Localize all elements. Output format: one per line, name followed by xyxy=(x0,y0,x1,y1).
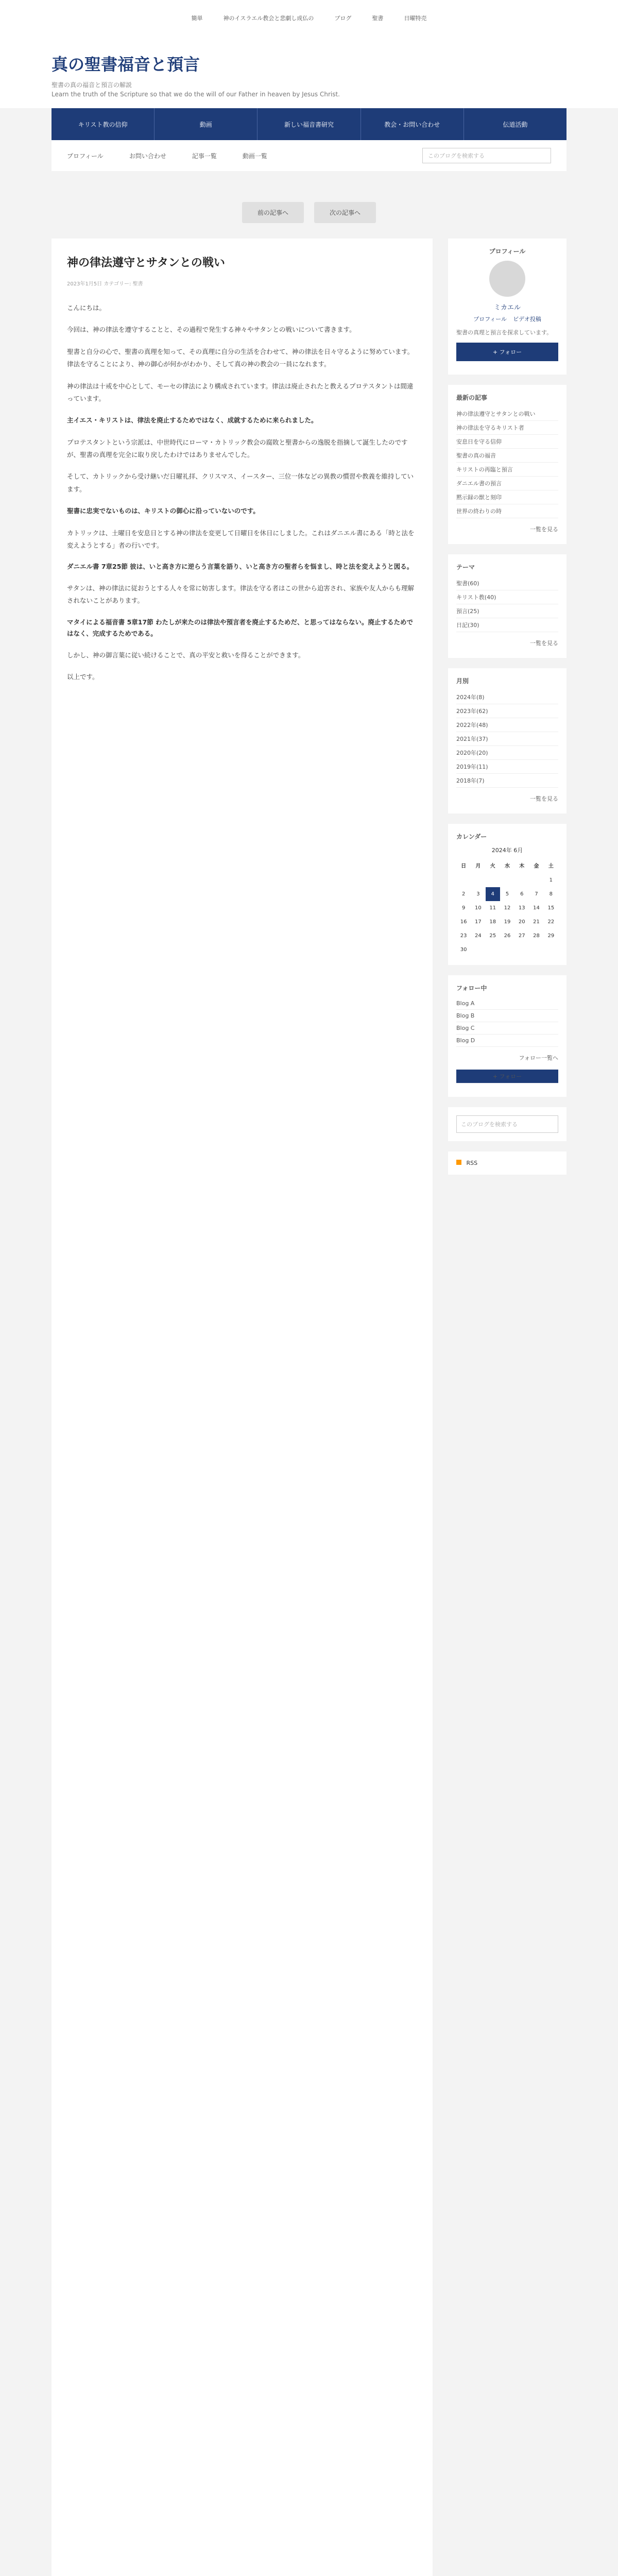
calendar-month: 2024年 6月 xyxy=(491,846,523,854)
calendar-day[interactable]: 16 xyxy=(460,919,467,925)
month-item[interactable]: 2022年(48) xyxy=(456,718,558,732)
calendar-day xyxy=(514,873,529,887)
calendar-day[interactable]: 24 xyxy=(475,933,482,939)
paragraph: 今回は、神の律法を遵守することと、その過程で発生する神々やサタンとの戦いについて書きます。 xyxy=(67,326,356,334)
calendar-day xyxy=(544,943,558,957)
calendar-day[interactable]: 18 xyxy=(489,919,496,925)
top-link[interactable]: 聖書 xyxy=(372,15,384,22)
weekday: 木 xyxy=(519,863,525,869)
following-item[interactable]: Blog A xyxy=(456,997,558,1010)
top-link[interactable]: 日曜特売 xyxy=(404,15,427,22)
calendar-day[interactable]: 25 xyxy=(489,933,496,939)
calendar-day[interactable]: 30 xyxy=(460,946,467,953)
weekday: 日 xyxy=(461,863,467,869)
avatar[interactable] xyxy=(489,261,525,297)
more-link[interactable]: 一覧を見る xyxy=(530,795,558,802)
scripture-quote: ダニエル書 7章25節 彼は、いと高き方に逆らう言葉を語り、いと高き方の聖者らを悩まし、時と法を変えようと図る。 xyxy=(67,563,414,571)
weekday: 水 xyxy=(504,863,510,869)
calendar-day[interactable]: 21 xyxy=(533,919,540,925)
recent-item[interactable]: 神の律法を守るキリスト者 xyxy=(456,421,558,435)
subnav-item[interactable]: 記事一覧 xyxy=(192,152,217,160)
profile-widget xyxy=(448,239,566,375)
theme-item[interactable]: 預言(25) xyxy=(456,604,558,618)
following-item[interactable]: Blog D xyxy=(456,1035,558,1047)
article-pager xyxy=(0,202,618,223)
article-title: 神の律法遵守とサタンとの戦い xyxy=(67,256,225,269)
calendar-day[interactable]: 5 xyxy=(505,891,509,897)
widget-title: テーマ xyxy=(456,563,475,571)
calendar-day[interactable]: 7 xyxy=(535,891,538,897)
paragraph: こんにちは。 xyxy=(67,304,106,312)
month-item[interactable]: 2019年(11) xyxy=(456,760,558,774)
recent-item[interactable]: キリストの再臨と預言 xyxy=(456,463,558,477)
calendar-day[interactable]: 15 xyxy=(547,905,555,911)
calendar-day[interactable]: 14 xyxy=(533,905,540,911)
theme-item[interactable]: キリスト教(40) xyxy=(456,590,558,604)
search-input[interactable] xyxy=(422,148,551,163)
recent-item[interactable]: 聖書の真の福音 xyxy=(456,449,558,463)
month-item[interactable]: 2020年(20) xyxy=(456,746,558,760)
profile-name[interactable]: ミカエル xyxy=(493,304,521,312)
sidebar-search-input[interactable] xyxy=(456,1115,558,1133)
widget-title: フォロー中 xyxy=(456,984,487,992)
main-nav xyxy=(52,108,566,140)
calendar-day xyxy=(500,943,514,957)
paragraph: しかし、神の御言葉に従い続けることで、真の平安と救いを得ることができます。 xyxy=(67,651,305,659)
site-tagline-en: Learn the truth of the Scripture so that we do the will of our Father in heaven by Jesus Christ. xyxy=(52,91,340,98)
calendar-day xyxy=(500,873,514,887)
calendar-body xyxy=(456,873,558,957)
calendar-day[interactable]: 8 xyxy=(549,891,553,897)
weekday: 月 xyxy=(475,863,481,869)
widget-title: 月別 xyxy=(456,677,469,685)
subnav-item[interactable]: プロフィール xyxy=(67,152,104,160)
paragraph: 聖書と自分の心で、聖書の真理を知って、その真理に自分の生活を合わせて、神の律法を日々守るように努めています。律法を守ることにより、神の御心が何かがわかり、そして真の神の教会の一員になれます。 xyxy=(67,347,414,368)
top-links xyxy=(0,0,618,36)
rss-link[interactable]: RSS xyxy=(466,1159,478,1166)
calendar-day xyxy=(456,873,471,887)
prev-article-button[interactable]: 前の記事へ xyxy=(242,202,304,223)
sidebar xyxy=(448,239,566,2576)
nav-item[interactable]: 伝道活動 xyxy=(503,121,528,128)
calendar-day[interactable]: 2 xyxy=(461,891,466,897)
weekday: 金 xyxy=(534,863,539,869)
monthly-widget xyxy=(448,668,566,814)
nav-item[interactable]: 新しい福音書研究 xyxy=(258,108,360,140)
theme-item[interactable]: 日記(30) xyxy=(456,618,558,632)
weekday: 火 xyxy=(490,863,495,869)
top-link[interactable]: 簡単 xyxy=(191,15,203,22)
site-header xyxy=(0,36,618,108)
calendar-day xyxy=(471,873,485,887)
search-placeholder: このブログを検索する xyxy=(428,152,485,159)
subnav-item[interactable]: 動画一覧 xyxy=(242,152,267,160)
paragraph: カトリックは、土曜日を安息日とする神の律法を変更して日曜日を休日にしました。これはダニエル書にある「時と法を変えようとする」者の行いです。 xyxy=(67,529,415,549)
subnav-item[interactable]: お問い合わせ xyxy=(129,152,166,160)
weekday: 土 xyxy=(548,863,554,869)
calendar-day xyxy=(486,943,500,957)
content-wrap xyxy=(52,239,566,2576)
calendar xyxy=(456,857,558,957)
nav-item[interactable]: キリスト教の信仰 xyxy=(52,108,154,140)
following-item[interactable]: Blog C xyxy=(456,1022,558,1035)
article xyxy=(52,239,433,2576)
calendar-day[interactable]: 3 xyxy=(476,891,480,897)
calendar-day xyxy=(529,873,543,887)
calendar-day[interactable]: 17 xyxy=(475,919,482,925)
more-link[interactable]: 一覧を見る xyxy=(530,639,558,647)
calendar-day[interactable]: 6 xyxy=(520,891,524,897)
nav-item[interactable]: 教会・お問い合わせ xyxy=(361,108,464,140)
profile-links xyxy=(456,315,558,323)
scripture-quote: マタイによる福音書 5章17節 わたしが来たのは律法や預言者を廃止するためだ、と思ってはならない。廃止するためではなく、完成するためである。 xyxy=(67,618,414,637)
more-link[interactable]: 一覧を見る xyxy=(530,526,558,533)
rss-widget xyxy=(448,1151,566,1175)
calendar-day xyxy=(471,943,485,957)
theme-item[interactable]: 聖書(60) xyxy=(456,577,558,590)
following-widget xyxy=(448,975,566,1097)
calendar-day[interactable]: 4 xyxy=(486,887,500,901)
widget-title: カレンダー xyxy=(456,833,487,840)
month-item[interactable]: 2024年(8) xyxy=(456,690,558,704)
paragraph: そして、カトリックから受け継いだ日曜礼拝、クリスマス、イースター、三位一体などの異教の慣習や教義を維持しています。 xyxy=(67,472,414,493)
nav-item[interactable]: 動画 xyxy=(154,108,258,140)
calendar-day[interactable]: 20 xyxy=(518,919,525,925)
rss-icon xyxy=(456,1160,461,1165)
sidebar-search-widget xyxy=(448,1107,566,1141)
paragraph: 神の律法は十戒を中心として、モーセの律法により構成されています。律法は廃止されたと教えるプロテスタントは間違っています。 xyxy=(67,382,414,402)
calendar-day[interactable]: 12 xyxy=(504,905,511,911)
profile-bio: 聖書の真理と預言を探求しています。 xyxy=(456,329,553,336)
following-item[interactable]: Blog B xyxy=(456,1010,558,1022)
calendar-day[interactable]: 19 xyxy=(504,919,511,925)
calendar-day[interactable]: 10 xyxy=(475,905,482,911)
recent-item[interactable]: 世界の終わりの時 xyxy=(456,504,558,518)
calendar-day[interactable]: 13 xyxy=(518,905,525,911)
top-link[interactable]: 神のイスラエル教会と悲劇し成仏の xyxy=(223,15,314,22)
recent-item[interactable]: 安息日を守る信仰 xyxy=(456,435,558,449)
calendar-day[interactable]: 23 xyxy=(460,933,467,939)
sub-nav xyxy=(52,140,566,171)
theme-widget xyxy=(448,554,566,658)
paragraph: 以上です。 xyxy=(67,672,99,681)
top-link[interactable]: ブログ xyxy=(334,15,352,22)
follow-button[interactable]: + フォロー xyxy=(456,343,558,361)
article-meta: 2023年1月5日 カテゴリー: 聖書 xyxy=(67,281,143,287)
recent-widget xyxy=(448,385,566,544)
recent-item[interactable]: 黙示録の獣と刻印 xyxy=(456,490,558,504)
site-title[interactable]: 真の聖書福音と預言 xyxy=(52,55,200,74)
paragraph: サタンは、神の律法に従おうとする人々を常に妨害します。律法を守る者はこの世から迫害され、家族や友人からも理解されないことがあります。 xyxy=(67,584,415,605)
calendar-day[interactable]: 1 xyxy=(549,877,553,883)
site-tagline: 聖書の真の福音と預言の解説 xyxy=(52,81,132,89)
calendar-day[interactable]: 22 xyxy=(547,919,555,925)
month-item[interactable]: 2023年(62) xyxy=(456,704,558,718)
recent-item[interactable]: ダニエル書の預言 xyxy=(456,477,558,490)
highlight-paragraph: 主イエス・キリストは、律法を廃止するためではなく、成就するために来られました。 xyxy=(67,416,318,425)
paragraph: プロテスタントという宗派は、中世時代にローマ・カトリック教会の腐敗と聖書からの逸脱を指摘して誕生したのですが、聖書の真理を完全に取り戻したわけではありませんでした。 xyxy=(67,438,408,459)
calendar-widget xyxy=(448,824,566,965)
follow-button-2[interactable]: + フォロー xyxy=(456,1070,558,1083)
calendar-day[interactable]: 27 xyxy=(518,933,525,939)
highlight-paragraph: 聖書に忠実でないものは、キリストの御心に沿っていないのです。 xyxy=(67,507,260,515)
widget-title: 最新の記事 xyxy=(456,394,488,401)
profile-link[interactable]: プロフィール xyxy=(473,316,507,323)
sidebar-search-placeholder: このブログを検索する xyxy=(461,1121,518,1128)
next-article-button[interactable]: 次の記事へ xyxy=(314,202,376,223)
month-item[interactable]: 2021年(37) xyxy=(456,732,558,746)
month-item[interactable]: 2018年(7) xyxy=(456,774,558,788)
calendar-day xyxy=(529,943,543,957)
calendar-day[interactable]: 11 xyxy=(489,905,496,911)
calendar-day[interactable]: 26 xyxy=(504,933,511,939)
widget-title: プロフィール xyxy=(489,248,526,255)
recent-item[interactable]: 神の律法遵守とサタンとの戦い xyxy=(456,407,558,421)
more-link[interactable]: フォロー一覧へ xyxy=(519,1054,558,1061)
profile-link[interactable]: ビデオ投稿 xyxy=(513,316,541,323)
calendar-day[interactable]: 28 xyxy=(533,933,540,939)
calendar-day[interactable]: 29 xyxy=(547,933,555,939)
calendar-day xyxy=(514,943,529,957)
calendar-day xyxy=(486,873,500,887)
calendar-day[interactable]: 9 xyxy=(461,905,466,911)
